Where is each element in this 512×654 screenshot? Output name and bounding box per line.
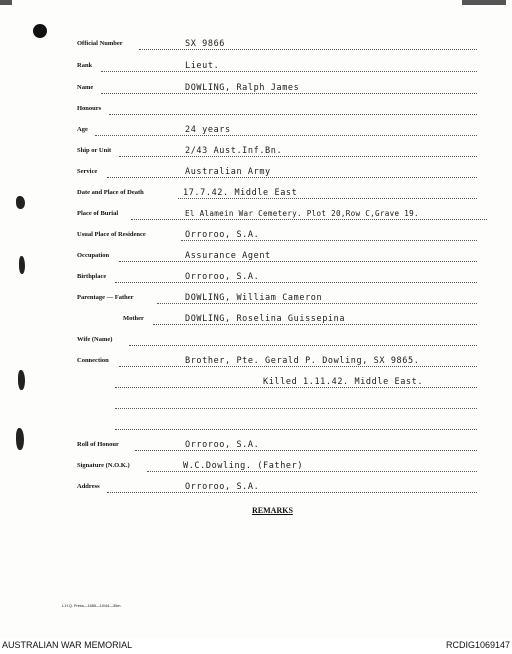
- field-label: Address: [77, 483, 100, 490]
- field-roll-of-honour: [77, 441, 477, 455]
- field-value: Brother, Pte. Gerald P. Dowling, SX 9865.: [185, 356, 420, 366]
- field-value: Assurance Agent: [185, 251, 271, 261]
- field-value: Australian Army: [185, 167, 271, 177]
- field-value: Killed 1.11.42. Middle East.: [263, 377, 424, 387]
- field-label: Wife (Name): [77, 336, 113, 343]
- dotted-line: [119, 366, 477, 367]
- remarks-heading: REMARKS: [252, 506, 293, 515]
- dotted-line: [115, 282, 477, 283]
- field-service: [77, 168, 477, 182]
- field-label: Official Number: [77, 40, 123, 47]
- field-age: [77, 126, 477, 140]
- field-label: Birthplace: [77, 273, 107, 280]
- field-value: Orroroo, S.A.: [185, 440, 260, 450]
- archive-id: RCDIG1069147: [445, 640, 510, 650]
- binding-mark: [16, 196, 25, 209]
- field-value: DOWLING, Roselina Guissepina: [185, 314, 346, 324]
- field-label: Honours: [77, 105, 102, 112]
- field-ship-or-unit: [77, 147, 477, 161]
- field-label: Signature (N.O.K.): [77, 462, 130, 469]
- field-label: Occupation: [77, 252, 110, 259]
- field-usual-residence: [77, 231, 477, 245]
- field-connection-blank-2: [77, 420, 477, 434]
- field-value: El Alamein War Cemetery. Plot 20,Row C,Grave 19.: [185, 209, 419, 218]
- dotted-line: [119, 261, 477, 262]
- dotted-line: [109, 114, 477, 115]
- field-value: 17.7.42. Middle East: [183, 188, 298, 198]
- field-parentage-mother: [77, 315, 477, 329]
- dotted-line: [101, 93, 477, 94]
- field-value: Orroroo, S.A.: [185, 482, 260, 492]
- field-label: Usual Place of Residence: [77, 231, 146, 238]
- dotted-line: [115, 387, 477, 388]
- field-birthplace: [77, 273, 477, 287]
- field-label: Mother: [123, 315, 144, 322]
- field-wife-name: [77, 336, 477, 350]
- dotted-line: [181, 240, 477, 241]
- dotted-line: [107, 177, 477, 178]
- dotted-line: [95, 135, 477, 136]
- field-value: DOWLING, William Cameron: [185, 293, 323, 303]
- field-label: Connection: [77, 357, 109, 364]
- field-name: [77, 84, 477, 98]
- field-value: DOWLING, Ralph James: [185, 83, 300, 93]
- field-label: Place of Burial: [77, 210, 119, 217]
- field-connection: [77, 357, 477, 371]
- field-connection-cont: [77, 378, 477, 392]
- dotted-line: [129, 345, 477, 346]
- field-label: Date and Place of Death: [77, 189, 144, 196]
- field-value: Orroroo, S.A.: [185, 230, 260, 240]
- dotted-line: [101, 71, 477, 72]
- field-date-place-of-death: [77, 189, 477, 203]
- field-label: Parentage — Father: [77, 294, 134, 301]
- field-label: Age: [77, 126, 88, 133]
- printer-imprint: L.H.Q. Press—1685—10/44—30m.: [62, 604, 122, 608]
- field-value: 24 years: [185, 125, 231, 135]
- field-rank: [77, 62, 477, 76]
- archive-name: AUSTRALIAN WAR MEMORIAL: [2, 640, 133, 650]
- field-label: Name: [77, 84, 94, 91]
- field-connection-blank-1: [77, 399, 477, 413]
- field-value: Orroroo, S.A.: [185, 272, 260, 282]
- field-honours: [77, 105, 477, 119]
- dotted-line: [157, 303, 477, 304]
- field-address: [77, 483, 477, 497]
- dotted-line: [115, 429, 477, 430]
- dotted-line: [147, 471, 477, 472]
- field-label: Ship or Unit: [77, 147, 112, 154]
- dotted-line: [119, 156, 477, 157]
- binding-mark: [19, 256, 25, 274]
- field-parentage-father: [77, 294, 477, 308]
- dotted-line: [107, 492, 477, 493]
- top-edge-mark: [0, 0, 12, 5]
- dotted-line: [131, 219, 487, 220]
- dotted-line: [139, 49, 477, 50]
- field-place-of-burial: [77, 210, 487, 224]
- dotted-line: [135, 450, 477, 451]
- top-edge-mark: [462, 0, 506, 5]
- binding-mark: [16, 428, 24, 450]
- field-occupation: [77, 252, 477, 266]
- field-value: 2/43 Aust.Inf.Bn.: [185, 146, 283, 156]
- archive-footer: [0, 638, 512, 654]
- field-official-number: [77, 40, 477, 54]
- field-value: SX 9866: [185, 39, 226, 49]
- field-value: Lieut.: [185, 61, 220, 71]
- field-value: W.C.Dowling. (Father): [183, 461, 304, 471]
- field-signature-nok: [77, 462, 477, 476]
- field-label: Roll of Honour: [77, 441, 119, 448]
- binding-mark: [18, 370, 25, 390]
- dotted-line: [115, 408, 477, 409]
- punch-hole: [33, 24, 47, 38]
- field-label: Service: [77, 168, 98, 175]
- dotted-line: [153, 324, 477, 325]
- field-label: Rank: [77, 62, 93, 69]
- dotted-line: [178, 198, 477, 199]
